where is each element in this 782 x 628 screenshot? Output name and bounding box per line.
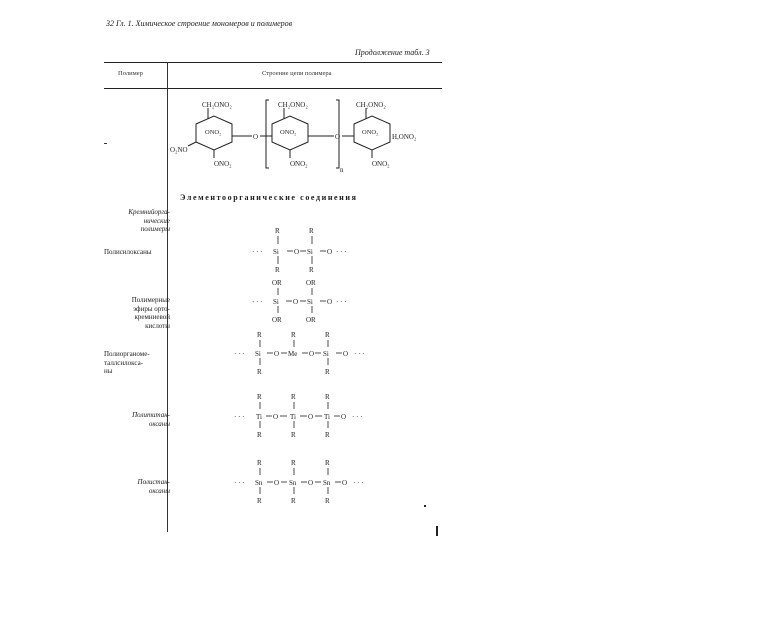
o-atom: O xyxy=(327,298,333,306)
r-group: R xyxy=(325,459,330,467)
chain-dots-left: · · · xyxy=(234,350,245,358)
o-atom: O xyxy=(327,248,333,256)
r-group: R xyxy=(291,431,296,439)
r-group: R xyxy=(257,368,262,376)
ring3-bottom-label: ONO₂ xyxy=(372,160,390,168)
chain-dots-right: · · · xyxy=(353,479,364,487)
r-group: R xyxy=(325,368,330,376)
ring3-inner-label: ONO₂ xyxy=(362,129,379,136)
bridge-o-2: O xyxy=(335,133,341,141)
label-polystannoxanes: Полистан- оксаны xyxy=(137,478,170,495)
r-group: R xyxy=(325,497,330,505)
label-silicon-polymers: Кремнийорга- нические полимеры xyxy=(128,208,170,233)
ring2-bottom-label: ONO₂ xyxy=(290,160,308,168)
section-title: Элементоорганические соединения xyxy=(180,193,358,202)
r-group: R xyxy=(275,227,280,235)
r-group: R xyxy=(257,393,262,401)
chain-dots-left: · · · xyxy=(252,248,263,256)
si-atom: Si xyxy=(323,350,329,358)
or-group: OR xyxy=(306,279,316,287)
r-group: R xyxy=(309,266,314,274)
chain-dots-right: · · · xyxy=(354,350,365,358)
o-atom: O xyxy=(274,479,280,487)
r-group: R xyxy=(325,431,330,439)
r-group: R xyxy=(325,393,330,401)
r-group: R xyxy=(309,227,314,235)
chain-dots-right: · · · xyxy=(336,298,347,306)
ti-atom: Ti xyxy=(324,413,330,421)
label-orthosilicic-esters: Полимерные эфиры орто- кремниевой кислоты xyxy=(131,296,170,330)
page-header: 32 Гл. 1. Химическое строение мономеров и полимеров xyxy=(106,19,293,28)
chain-dots-left: · · · xyxy=(252,298,263,306)
r-group: R xyxy=(257,497,262,505)
or-group: OR xyxy=(306,316,316,324)
or-group: OR xyxy=(272,316,282,324)
scan-speck xyxy=(424,505,426,507)
chain-dots-right: · · · xyxy=(336,248,347,256)
chain-dots-left: · · · xyxy=(234,413,245,421)
me-atom: Me xyxy=(288,350,298,358)
o-atom: O xyxy=(273,413,279,421)
or-group: OR xyxy=(272,279,282,287)
nitrocellulose-structure xyxy=(168,96,448,174)
column-header-structure: Строение цепи полимера xyxy=(262,70,332,77)
ring2-inner-label: ONO₂ xyxy=(280,129,297,136)
sn-atom: Sn xyxy=(255,479,263,487)
si-atom: Si xyxy=(273,248,279,256)
ring1-ch2-label: CH₂ONO₂ xyxy=(202,101,232,109)
polysiloxane-structure xyxy=(250,224,360,274)
chain-dots-right: · · · xyxy=(352,413,363,421)
r-group: R xyxy=(275,266,280,274)
ti-atom: Ti xyxy=(256,413,262,421)
r-group: R xyxy=(291,497,296,505)
o-atom: O xyxy=(293,298,299,306)
table-header-rule xyxy=(104,88,442,89)
o-atom: O xyxy=(274,350,280,358)
label-polysiloxanes: Полисилоксаны xyxy=(104,248,152,256)
o-atom: O xyxy=(294,248,300,256)
table-continuation-note: Продолжение табл. 3 xyxy=(355,48,430,57)
label-polyorganometallosiloxanes: Полиорганоме- таллсилокса- ны xyxy=(104,350,150,375)
polystannoxane-structure xyxy=(232,456,382,506)
si-atom: Si xyxy=(307,248,313,256)
ring3-right-label: H,ONO₂ xyxy=(392,133,417,141)
r-group: R xyxy=(257,459,262,467)
r-group: R xyxy=(325,331,330,339)
chain-dots-left: · · · xyxy=(234,479,245,487)
si-atom: Si xyxy=(307,298,313,306)
si-atom: Si xyxy=(273,298,279,306)
ring1-bottom-label: ONO₂ xyxy=(214,160,232,168)
ring2-ch2-label: CH₂ONO₂ xyxy=(278,101,308,109)
sn-atom: Sn xyxy=(289,479,297,487)
sn-atom: Sn xyxy=(323,479,331,487)
polytitanoxane-structure xyxy=(232,390,382,440)
o-atom: O xyxy=(343,350,349,358)
column-header-polymer: Полимер xyxy=(118,70,143,77)
o-atom: O xyxy=(341,413,347,421)
r-group: R xyxy=(257,431,262,439)
o-atom: O xyxy=(308,413,314,421)
o-atom: O xyxy=(309,350,315,358)
bridge-o-1: O xyxy=(253,133,259,141)
ti-atom: Ti xyxy=(290,413,296,421)
r-group: R xyxy=(291,459,296,467)
table-top-rule xyxy=(104,62,442,63)
o-atom: O xyxy=(308,479,314,487)
margin-dash xyxy=(104,143,107,144)
r-group: R xyxy=(291,393,296,401)
si-atom: Si xyxy=(255,350,261,358)
ring1-left-label: O₂NO xyxy=(170,146,188,154)
ring1-inner-label: ONO₂ xyxy=(205,129,222,136)
subscript-n: n xyxy=(340,166,344,174)
polyorganometallosiloxane-structure xyxy=(232,328,382,376)
label-polytitanoxanes: Полититан- оксаны xyxy=(132,411,170,428)
r-group: R xyxy=(291,331,296,339)
o-atom: O xyxy=(342,479,348,487)
r-group: R xyxy=(257,331,262,339)
ring3-ch2-label: CH₂ONO₂ xyxy=(356,101,386,109)
orthosilicic-ester-structure xyxy=(250,276,360,326)
scan-mark xyxy=(436,526,438,536)
